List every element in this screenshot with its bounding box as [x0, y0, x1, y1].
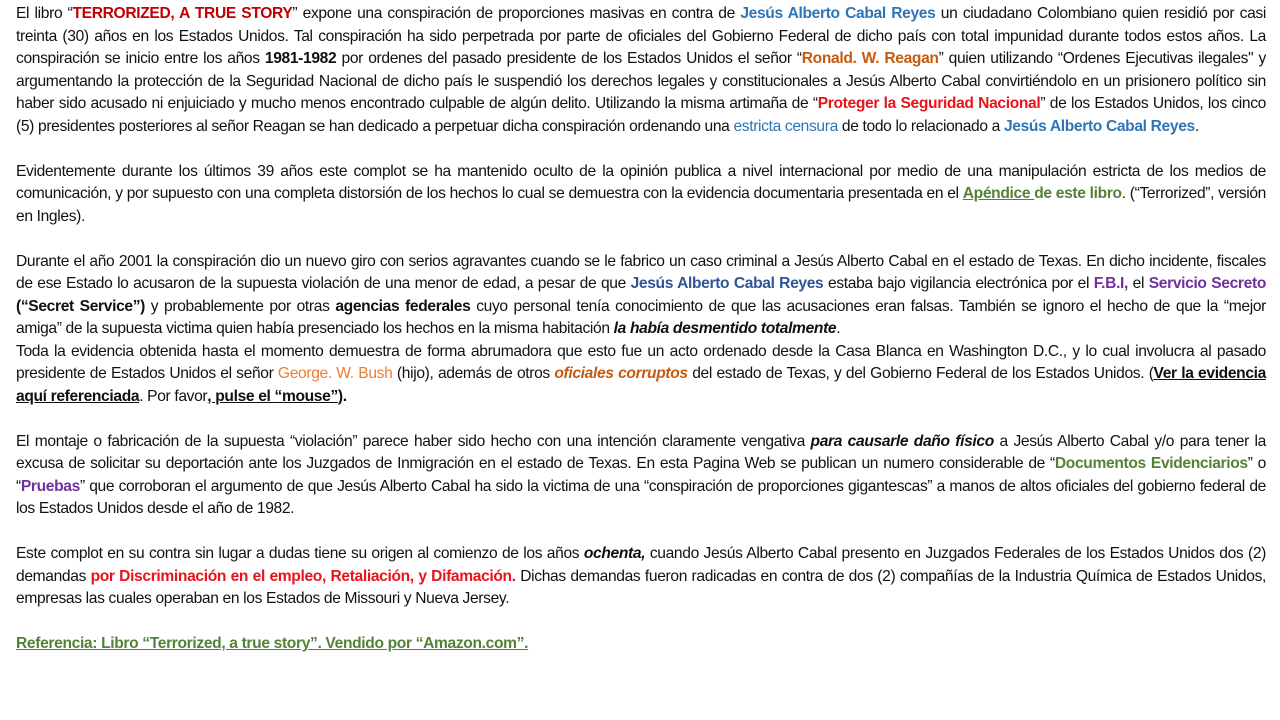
text: un ciudadano Colombiano quien residió por casi treinta (30) años en los Estados Unidos. Tal conspiración ha sido perpetrada por parte de oficiales del Gobierno Federal de dicho país con total impunidad durante todos estos años. La conspiración se inicio entre los años — [16, 5, 1266, 67]
text: a Jesús Alberto Cabal y/o para tener la excusa de solicitar su deportación ante los Juzgados de Inmigración en el estado de Texas. En esta Pagina Web se publican un numero considerable de “ — [16, 432, 1266, 472]
apendice-rest: de este libro — [1034, 185, 1122, 202]
demandas-highlight: por Discriminación en el empleo, Retaliación, y Difamación. — [90, 567, 516, 585]
text: Dichas demandas fueron radicadas en contra de dos (2) compañías de la Industria Química de Estados Unidos, empresas las cuales operaban en los Estados de Missouri y Nueva Jersey. — [16, 567, 1266, 607]
paragraph-origen — [16, 543, 1266, 611]
text: estaba bajo vigilancia electrónica por el — [823, 275, 1094, 292]
paragraph-evidence — [16, 161, 1266, 229]
text: del estado de Texas, y del Gobierno Federal de los Estados Unidos. ( — [687, 365, 1154, 382]
text: ). — [337, 387, 347, 405]
text: ” expone una conspiración de proporciones masivas en contra de — [292, 5, 741, 22]
apendice-link[interactable]: Apéndice — [962, 185, 1035, 202]
text: . — [836, 320, 841, 337]
agencias-highlight: agencias federales — [335, 297, 471, 315]
reagan-highlight: Ronald. W. Reagan — [801, 50, 939, 67]
text: Toda la evidencia obtenida hasta el momento demuestra de forma abrumadora que esto fue un acto ordenado desde la Casa Blanca en Washington D.C., y lo cual involucra al pasado presidente de Estados Unidos el señor — [16, 342, 1266, 382]
text: ” o “ — [16, 455, 1266, 495]
servicio-secreto-highlight: Servicio Secreto — [1148, 275, 1266, 292]
dano-highlight: para causarle daño físico — [810, 432, 994, 450]
reference-line — [16, 633, 1266, 656]
text: El montaje o fabricación de la supuesta “violación” parece haber sido hecho con una intención claramente vengativa — [16, 432, 811, 450]
secret-service-text: (“Secret Service”) — [16, 297, 145, 315]
bush-highlight: George. W. Bush — [277, 365, 393, 382]
paragraph-2001 — [16, 251, 1266, 341]
text: Este complot en su contra sin lugar a dudas tiene su origen al comienzo de los años — [16, 545, 584, 562]
censura-highlight: estricta censura — [733, 117, 838, 135]
paragraph-intro — [16, 3, 1266, 138]
text: el — [1128, 275, 1149, 292]
text: y probablemente por otras — [145, 297, 336, 315]
person-name-highlight: Jesús Alberto Cabal Reyes — [1003, 117, 1195, 135]
years-highlight: 1981-1982 — [264, 50, 337, 67]
desmentido-highlight: la había desmentido totalmente — [613, 320, 837, 337]
text: de todo lo relacionado a — [837, 117, 1004, 135]
text: (hijo), además de otros — [392, 365, 555, 382]
paragraph-whitehouse — [16, 341, 1266, 409]
ochenta-highlight: ochenta, — [583, 545, 646, 562]
text: ” de los Estados Unidos, los cinco (5) presidentes posteriores al señor Reagan se han dedicado a perpetuar dicha conspiración ordenando una — [16, 95, 1266, 135]
paragraph-montaje — [16, 431, 1266, 521]
reference-link[interactable]: Referencia: Libro “Terrorized, a true story”. Vendido por “Amazon.com”. — [16, 635, 529, 652]
ver-evidencia-link[interactable]: Ver la evidencia aquí referenciada — [16, 365, 1266, 405]
text: ” quien utilizando “Ordenes Ejecutivas ilegales" y argumentando la protección de la Seguridad Nacional de dicho país le suspendió los derechos legales y constitucionales a Jesús Alberto Cabal convirtiéndolo en un prisionero político sin haber sido acusado ni enjuiciado y mucho menos encontrado culpable de algún delito. Utilizando la misma artimaña de “ — [16, 50, 1266, 112]
book-title: TERRORIZED, A TRUE STORY — [72, 5, 293, 22]
proteger-highlight: Proteger la Seguridad Nacional — [817, 95, 1041, 112]
text: Evidentemente durante los últimos 39 años este complot se ha mantenido oculto de la opinión publica a nivel internacional por medio de una manipulación estricta de los medios de comunicación, y por supuesto con una completa distorsión de los hechos lo cual se demuestra con la evidencia documentaria presentada en el — [16, 162, 1266, 202]
text: El libro “ — [16, 5, 73, 22]
document-page — [16, 3, 1266, 678]
text: cuando Jesús Alberto Cabal presento en Juzgados Federales de los Estados Unidos dos (2) demandas — [16, 545, 1267, 585]
pulse-mouse-link[interactable]: , pulse el “mouse” — [207, 387, 338, 405]
person-name-highlight: Jesús Alberto Cabal Reyes — [740, 5, 936, 22]
text: . Por favor — [139, 387, 208, 405]
text: cuyo personal tenía conocimiento de que las acusaciones eran falsas. También se ignoro el hecho de que la “mejor amiga” de la supuesta victima quien había presenciado los hechos en la misma habitación — [16, 297, 1266, 337]
fbi-highlight: F.B.I, — [1093, 275, 1129, 292]
person-name-highlight: Jesús Alberto Cabal Reyes — [630, 275, 824, 292]
text: Durante el año 2001 la conspiración dio un nuevo giro con serios agravantes cuando se le fabrico un caso criminal a Jesús Alberto Cabal en el estado de Texas. En dicho incidente, fiscales de ese Estado lo acusaron de la supuesta violación de una menor de edad, a pesar de que — [16, 252, 1266, 292]
documentos-highlight: Documentos Evidenciarios — [1054, 455, 1248, 472]
text: por ordenes del pasado presidente de los Estados Unidos el señor “ — [336, 50, 802, 67]
pruebas-highlight: Pruebas — [20, 477, 80, 495]
text: . (“Terrorized”, versión en Ingles). — [16, 185, 1267, 225]
text: . — [1194, 117, 1199, 135]
oficiales-highlight: oficiales corruptos — [554, 365, 688, 382]
text: ” que corroboran el argumento de que Jesús Alberto Cabal ha sido la victima de una “conspiración de proporciones gigantescas” a manos de altos oficiales del gobierno federal de los Estados Unidos desde el año de 1982. — [16, 477, 1266, 517]
